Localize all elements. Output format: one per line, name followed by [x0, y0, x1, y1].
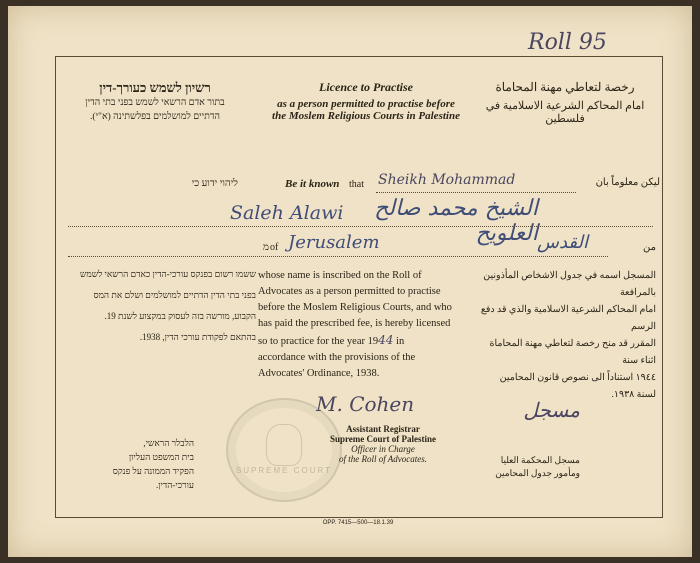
english-line: has paid the prescribed fee, is hereby licensed: [258, 318, 451, 329]
arabic-office-2: ومأمور جدول المحامين: [495, 468, 580, 478]
handwritten-place-arabic: القدس: [536, 232, 588, 253]
arabic-signature: مسجل: [523, 398, 580, 422]
hebrew-header: [60, 80, 250, 124]
english-line: accordance with the provisions of the: [258, 352, 416, 363]
english-signature-block: [308, 424, 458, 464]
print-code: OPP. 7415—500—18.1.39: [322, 520, 394, 526]
english-line: Advocates' Ordinance, 1938.: [258, 368, 380, 379]
seal-crest: [266, 424, 302, 466]
arabic-body: [476, 268, 656, 404]
hebrew-subtitle-1: בתור אדם הרשאי לשמש בפני בתי הדין: [85, 98, 225, 108]
license-document: [8, 6, 692, 557]
hebrew-line: ששמו רשום בפנקס עורכי-הדין כאדם הרשאי לשמש: [79, 269, 256, 279]
english-body: [258, 268, 492, 382]
english-subtitle-2: the Moslem Religious Courts in Palestine: [272, 110, 460, 122]
english-year-line: so to practice for the year 1944 in: [258, 333, 405, 347]
roll-note: Roll 95: [528, 30, 607, 55]
hebrew-signature-block: [84, 436, 194, 492]
arabic-header: [470, 80, 660, 125]
english-title: Licence to Practise: [319, 80, 413, 94]
hebrew-known: ליהוי ידוע כי: [191, 178, 238, 189]
hebrew-title: רשיון לשמש כעורך-דין: [99, 80, 211, 95]
handwritten-name-arabic: الشيخ محمد صالح العلويح: [374, 196, 538, 246]
arabic-office-1: مسجل المحكمة العليا: [500, 455, 580, 465]
handwritten-name-latin-2: Saleh Alawi: [230, 202, 344, 224]
arabic-line: امام المحاكم الشرعية الاسلامية والذي قد دفع الرسم: [480, 305, 656, 332]
hebrew-of-mark: מ: [263, 242, 269, 253]
arabic-of: من: [643, 242, 656, 253]
handwritten-place-latin: Jerusalem: [288, 232, 380, 253]
hebrew-body: [60, 264, 256, 348]
arabic-subtitle: امام المحاكم الشرعية الاسلامية في فلسطين: [485, 100, 645, 125]
arabic-title: رخصة لتعاطي مهنة المحاماة: [495, 80, 635, 94]
english-line: Advocates as a person permitted to practise: [258, 286, 441, 297]
hebrew-subtitle-2: הדתיים למושלמים בפלשתינה (א"י).: [90, 112, 220, 122]
hebrew-office-line: הפקיד הממונה על פנקס: [112, 466, 194, 476]
english-line: whose name is inscribed on the Roll of: [258, 270, 422, 281]
english-be-it-known: Be it known: [285, 178, 340, 190]
officer-line-1: Officer in Charge: [351, 444, 415, 454]
arabic-line: المقرر قد منح رخصة لتعاطي مهنة المحاماة اثناء سنة: [489, 339, 656, 366]
english-subtitle-1: as a person permitted to practise before: [277, 98, 455, 110]
handwritten-year: 44: [378, 333, 394, 347]
english-line: before the Moslem Religious Courts, and who: [258, 302, 452, 313]
english-that: that: [349, 179, 364, 190]
arabic-line: المسجل اسمه في جدول الاشخاص المأذونين بالمرافعة: [483, 271, 656, 298]
hebrew-line: הקבוע, מורשה בזה לעסוק במקצוע לשנת 19.: [104, 311, 256, 321]
arabic-line: لسنة ١٩٣٨.: [611, 390, 656, 400]
hebrew-office-line: עורכי-הדין.: [156, 480, 194, 490]
handwritten-name-latin: Sheikh Mohammad: [378, 172, 516, 188]
arabic-known: ليكن معلوماً بان: [595, 177, 660, 188]
supreme-court: Supreme Court of Palestine: [329, 434, 437, 444]
hebrew-office-line: בית המשפט העליון: [128, 452, 194, 462]
hebrew-line: בהתאם לפקודת עורכי הדין, 1938.: [139, 332, 256, 342]
arabic-line: ١٩٤٤ استناداً الى نصوص قانون المحامين: [499, 373, 656, 383]
english-of: of: [270, 242, 279, 253]
hebrew-office-line: הלבלר הראשי,: [143, 438, 194, 448]
seal-text: SUPREME COURT: [235, 466, 333, 475]
assistant-registrar: Assistant Registrar: [346, 424, 420, 434]
arabic-signature-block: [470, 454, 580, 480]
english-signature: M. Cohen: [316, 392, 415, 416]
english-header: [246, 80, 486, 122]
hebrew-line: בפני בתי הדין הדתיים למושלמים ושלם את המס: [93, 290, 256, 300]
officer-line-2: of the Roll of Advocates.: [338, 454, 428, 464]
